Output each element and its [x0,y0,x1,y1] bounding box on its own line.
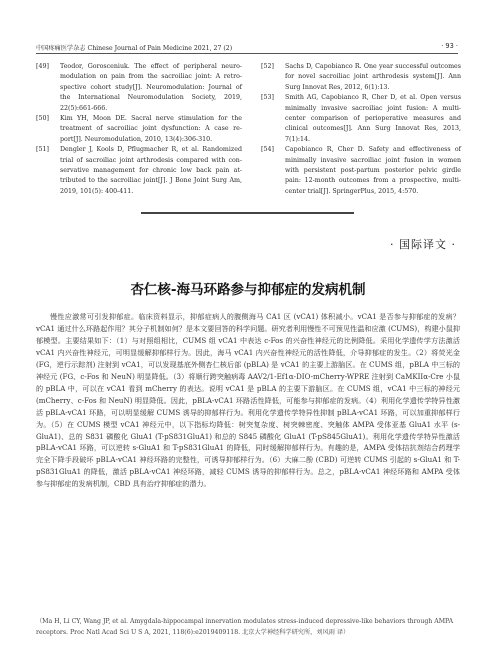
reference-item [261,145,461,197]
article-title: 杏仁核-海马环路参与抑郁症的发病机制 [130,282,366,298]
reference-text: Teodor, Gorosceniuk. The effect of peripheral neuro-modulation on pain from the sacroiliac joint: A retro-spective cohort study[J]. Neuromodulation: Journal of the International Neuromodulation Society, 2019, 22(5):661-666. [60,63,242,112]
section-tag: · 国际译文 · [390,238,456,251]
reference-item [261,62,461,93]
references-right-column [261,62,461,197]
reference-text: Dengler J, Kools D, Pflugmacher R, et al. Randomized trial of sacroiliac joint arthrodesis compared with con-servative management for chronic low back pain at-tributed to the sacroiliac joint[J]. J Bone Joint Surg Am, 2019, 101(5): 400-411. [60,146,242,195]
reference-text: Capobianco R, Cher D. Safety and effectiveness of minimally invasive sacroiliac joint fusion in women with persistent post-partum posterior pelvic girdle pain: 12-month outcomes from a prospective, multi-center trial[J]. SpringerPlus, 2015, 4:570. [285,146,461,195]
reference-item [261,93,461,145]
reference-text: Smith AG, Capobianco R, Cher D, et al. Open versus minimally invasive sacroiliac joint fusion: A multi-center comparison of perioperative measures and clinical outcomes[J]. Ann Surg Innovat Res, 2013, 7(1):14. [285,94,461,143]
reference-item [36,145,242,197]
section-divider [141,212,354,214]
reference-text: Sachs D, Capobianco R. One year successful outcomes for novel sacroiliac joint arthrodesis system[J]. Ann Surg Innovat Res, 2012, 6(1):13. [285,63,461,91]
journal-name: 中国疼痛医学杂志 Chinese Journal of Pain Medicine 2021, 27 (2) [36,45,233,52]
reference-number: [53] [261,94,274,102]
reference-number: [50] [36,115,49,123]
reference-number: [52] [261,63,274,70]
reference-number: [54] [261,146,274,154]
reference-number: [51] [36,146,49,154]
reference-item [36,62,242,114]
running-header [36,41,458,54]
page-number: · 93 · [441,42,458,50]
reference-text: Kim YH, Moon DE. Sacral nerve stimulation for the treatment of sacroiliac joint dysfunction: A case re-port[J]. Neuromodulation, 2010, 13(4):306-310. [60,115,242,143]
reference-item [36,114,242,145]
article-abstract: 慢性应激常可引发抑郁症。临床资料显示，抑郁症病人的腹侧海马 CA1 区 (vCA1) 体积减小。vCA1 是否参与抑郁症的发病？vCA1 通过什么环路起作用？其分子机制如何？是本文要回答的科学问题。研究者利用慢性不可预见性温和应激 (CUMS)，构建小鼠抑郁模型。主要结果如下：（1）与对照组相比，CUMS 组 vCA1 中表达 c-Fos 的兴奋性神经元的比例降低。采用化学遗传学方法激活 vCA1 内兴奋性神经元，可明显缓解抑郁样行为。因此，海马 vCA1 内兴奋性神经元的活性降低，介导抑郁症的发生。（2）将荧光金 (FG，逆行示踪剂) 注射到 vCA1，可以发现基底外侧杏仁核后部 (pBLA) 是 vCA1 的主要上游脑区。在 CUMS 组，pBLA 中三标的神经元 (FG、c-Fos 和 NeuN) 明显降低。（3）将顺行跨突触病毒 AAV2/1-Ef1α-DIO-mCherry-WPRE 注射到 CaMKIIα-Cre 小鼠的 pBLA 中，可以在 vCA1 看到 mCherry 的表达。说明 vCA1 是 pBLA 的主要下游脑区。在 CUMS 组，vCA1 中三标的神经元 (mCherry、c-Fos 和 NeuN) 明显降低。因此，pBLA-vCA1 环路活性降低，可能参与抑郁症的发病。（4）利用化学遗传学特异性激活 pBLA-vCA1 环路，可以明显缓解 CUMS 诱导的抑郁样行为。利用化学遗传学特异性抑制 pBLA-vCA1 环路，可以加重抑郁样行为。（5）在 CUMS 模型 vCA1 神经元中，以下指标均降低：树突复杂度、树突棘密度、突触体 AMPA 受体亚基 GluA1 水平 (s-GluA1)、总的 S831 磷酸化 GluA1 (T-pS831GluA1) 和总的 S845 磷酸化 GluA1 (T-pS845GluA1)。利用化学遗传学特异性激活 pBLA-vCA1 环路，可以逆转 s-GluA1 和 T-pS831GluA1 的降低，同时缓解抑郁样行为。有趣的是，AMPA 受体拮抗剂结合药理学完全下降手段破坏 pBLA-vCA1 神经环路的完整性，可诱导抑郁样行为。（6）大麻二酚 (CBD) 可逆转 CUMS 引起的 s-GluA1 和 T-pS831GluA1 的降低，激活 pBLA-vCA1 神经环路，减轻 CUMS 诱导的抑郁样行为。总之，pBLA-vCA1 神经环路和 AMPA 受体参与抑郁症的发病机制，CBD 具有治疗抑郁症的潜力。 [36,312,460,489]
reference-number: [49] [36,63,49,70]
references-left-column [36,62,242,197]
article-citation: （Ma H, Li CY, Wang JP, et al. Amygdala-hippocampal innervation modulates stress-induced depressive-like behaviors through AMPA receptors. Proc Natl Acad Sci U S A, 2021, 118(6):e2019409118. 北京大学神经科学研究所，刘风雨 译） [36,618,454,636]
